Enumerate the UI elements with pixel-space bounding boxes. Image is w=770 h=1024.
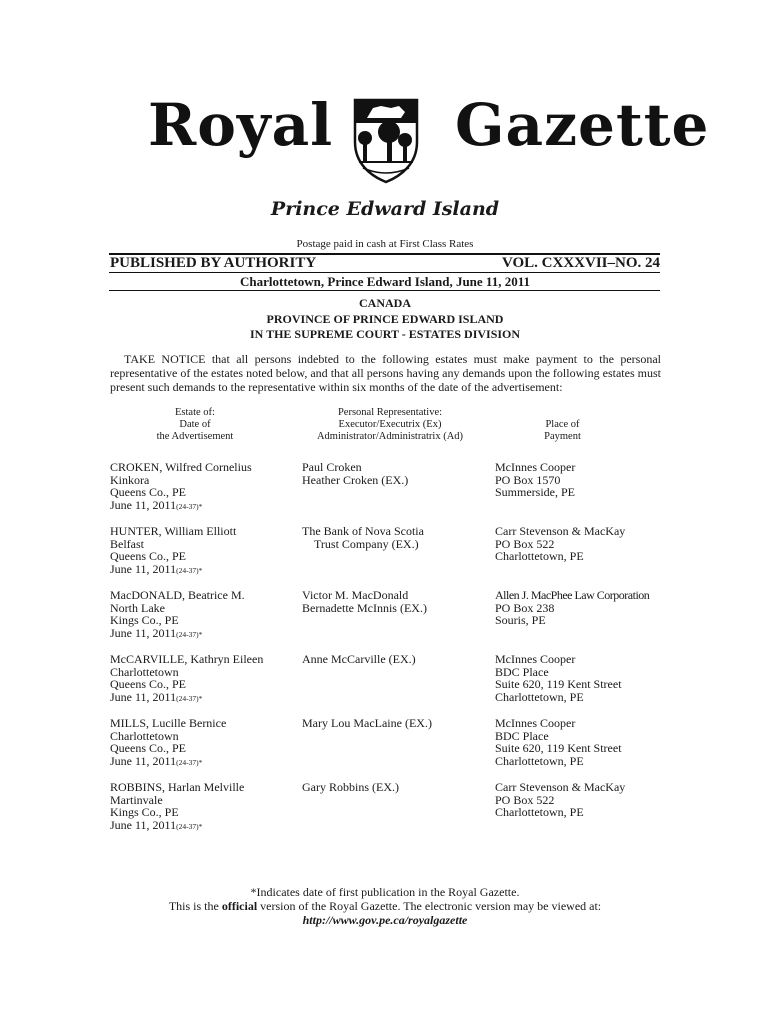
representative-cell: Victor M. MacDonald Bernadette McInnis (EX.) bbox=[302, 588, 427, 615]
header-rule bbox=[109, 290, 660, 291]
official-version-note: This is the official version of the Royal Gazette. The electronic version may be viewed at: bbox=[168, 899, 602, 913]
payment-place-cell: Carr Stevenson & MacKay PO Box 522 Charlottetown, PE bbox=[495, 780, 626, 820]
coat-of-arms-icon bbox=[351, 96, 421, 184]
notice-paragraph: TAKE NOTICE that all persons indebted to the following estates must make payment to the personal representative of the estates noted below, and that all persons having any demands upon the following estates must present such demands to the representative within six months of the date of the advertisement: bbox=[110, 352, 661, 394]
representative-cell: Anne McCarville (EX.) bbox=[302, 652, 416, 666]
representative-cell: Gary Robbins (EX.) bbox=[302, 780, 399, 794]
masthead-title-gazette: Gazette bbox=[455, 91, 710, 159]
payment-place-cell: McInnes Cooper BDC Place Suite 620, 119 Kent Street Charlottetown, PE bbox=[495, 652, 622, 705]
heading-province: PROVINCE OF PRINCE EDWARD ISLAND bbox=[266, 312, 504, 326]
published-by: PUBLISHED BY AUTHORITY bbox=[110, 255, 317, 271]
gazette-url-link[interactable]: http://www.gov.pe.ca/royalgazette bbox=[302, 913, 468, 927]
ad-reference: (24-37)* bbox=[176, 758, 203, 768]
estate-cell: MILLS, Lucille Bernice Charlottetown Queens Co., PE June 11, 2011(24-37)* bbox=[110, 716, 227, 769]
masthead-subtitle: Prince Edward Island bbox=[270, 198, 500, 220]
representative-cell: Paul Croken Heather Croken (EX.) bbox=[302, 460, 409, 487]
postage-note: Postage paid in cash at First Class Rates bbox=[296, 238, 474, 250]
masthead-title-royal: Royal bbox=[148, 91, 334, 159]
estate-cell: HUNTER, William Elliott Belfast Queens Co., PE June 11, 2011(24-37)* bbox=[110, 524, 237, 577]
ad-reference: (24-37)* bbox=[176, 502, 203, 512]
column-header-place: Place of Payment bbox=[544, 419, 581, 442]
estate-cell: ROBBINS, Harlan Melville Martinvale Kings Co., PE June 11, 2011(24-37)* bbox=[110, 780, 245, 833]
representative-cell: Mary Lou MacLaine (EX.) bbox=[302, 716, 432, 730]
estate-cell: McCARVILLE, Kathryn Eileen Charlottetown Queens Co., PE June 11, 2011(24-37)* bbox=[110, 652, 264, 705]
representative-cell: The Bank of Nova Scotia Trust Company (EX.) bbox=[302, 524, 424, 551]
column-header-estate: Estate of: Date of the Advertisement bbox=[156, 407, 234, 442]
footer bbox=[0, 885, 770, 927]
ad-reference: (24-37)* bbox=[176, 694, 203, 704]
heading-country: CANADA bbox=[359, 296, 411, 310]
estate-cell: MacDONALD, Beatrice M. North Lake Kings Co., PE June 11, 2011(24-37)* bbox=[110, 588, 245, 641]
ad-reference: (24-37)* bbox=[176, 630, 203, 640]
payment-place-cell: McInnes Cooper PO Box 1570 Summerside, PE bbox=[495, 460, 576, 500]
column-header-representative: Personal Representative: Executor/Executrix (Ex) Administrator/Administratrix (Ad) bbox=[316, 407, 464, 442]
footnote: *Indicates date of first publication in the Royal Gazette. bbox=[250, 885, 520, 899]
heading-court: IN THE SUPREME COURT - ESTATES DIVISION bbox=[249, 327, 521, 341]
dateline: Charlottetown, Prince Edward Island, June 11, 2011 bbox=[240, 274, 530, 289]
ad-reference: (24-37)* bbox=[176, 566, 203, 576]
payment-place-cell: Carr Stevenson & MacKay PO Box 522 Charlottetown, PE bbox=[495, 524, 626, 564]
ad-reference: (24-37)* bbox=[176, 822, 203, 832]
header-rule bbox=[109, 272, 660, 273]
payment-place-cell: Allen J. MacPhee Law Corporation PO Box 238 Souris, PE bbox=[495, 588, 650, 628]
volume-number: VOL. CXXXVII–NO. 24 bbox=[501, 255, 660, 271]
estate-cell: CROKEN, Wilfred Cornelius Kinkora Queens Co., PE June 11, 2011(24-37)* bbox=[110, 460, 252, 513]
payment-place-cell: McInnes Cooper BDC Place Suite 620, 119 Kent Street Charlottetown, PE bbox=[495, 716, 622, 769]
